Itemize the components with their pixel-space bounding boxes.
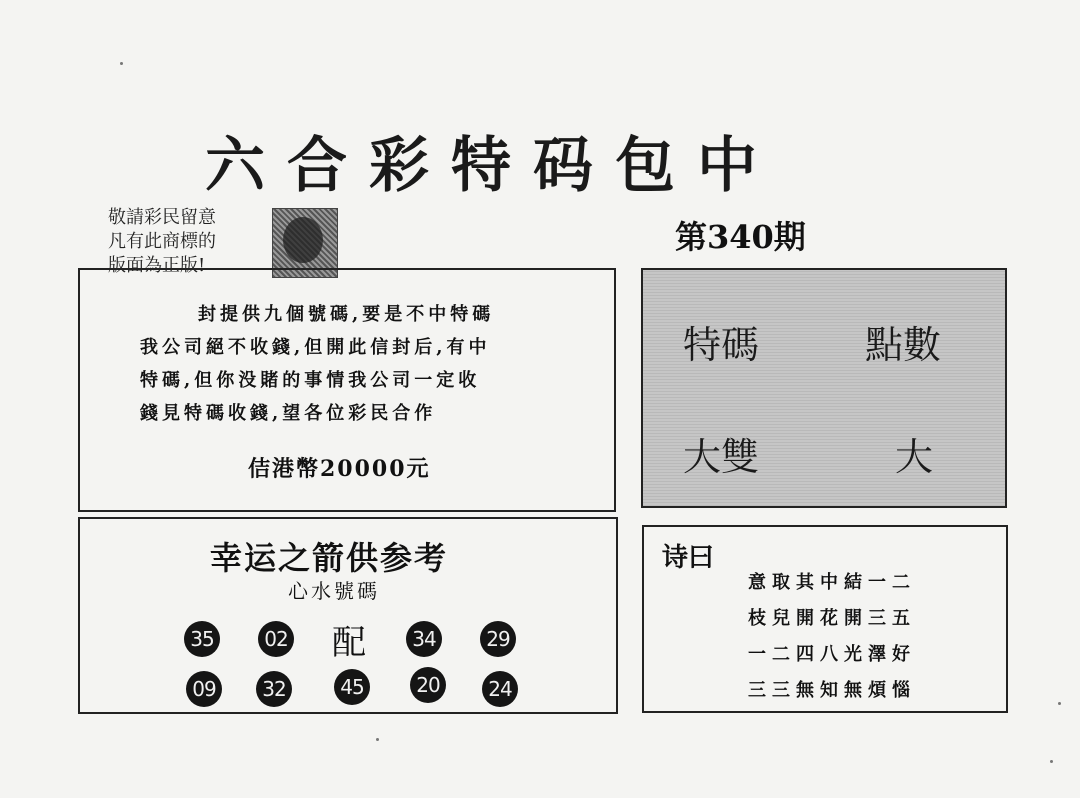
number-ball: 34 <box>406 621 442 657</box>
special-code-panel <box>641 268 1007 508</box>
guarantee-line: 特碼,但你没賭的事情我公司一定收 <box>140 370 481 391</box>
poem-box <box>642 525 1008 713</box>
lucky-subheading: 心水號碼 <box>288 579 380 603</box>
number-ball: 02 <box>258 621 294 657</box>
dragon-emblem-icon <box>283 217 323 263</box>
number-ball: 29 <box>480 621 516 657</box>
special-code-label: 特碼 <box>683 323 760 367</box>
guarantee-amount: 佶港幣20000元 <box>248 456 431 482</box>
points-value: 大 <box>895 435 934 479</box>
poem-body <box>748 565 916 709</box>
number-ball: 45 <box>334 669 370 705</box>
scan-speck <box>1050 760 1053 763</box>
poem-line: 枝兒開花開三五 <box>748 608 916 629</box>
guarantee-line: 封提供九個號碼,要是不中特碼 <box>198 304 495 325</box>
special-code-value: 大雙 <box>683 435 760 479</box>
poem-line: 三三無知無煩惱 <box>748 680 916 701</box>
scan-speck <box>376 738 379 741</box>
poem-line: 意取其中結一二 <box>748 572 916 593</box>
page-title: 六合彩特码包中 <box>205 131 779 201</box>
lucky-numbers-box <box>78 517 618 714</box>
notice-line: 敬請彩民留意 <box>108 207 216 228</box>
points-label: 點數 <box>865 323 942 367</box>
notice-line: 版面為正版! <box>108 255 206 276</box>
scan-speck <box>120 62 123 65</box>
poem-title: 诗曰 <box>662 543 715 573</box>
number-ball: 35 <box>184 621 220 657</box>
number-ball: 09 <box>186 671 222 707</box>
lucky-heading: 幸运之箭供参考 <box>210 539 449 577</box>
connector-char: 配 <box>332 623 366 663</box>
scan-speck <box>1058 702 1061 705</box>
number-ball: 24 <box>482 671 518 707</box>
number-ball: 32 <box>256 671 292 707</box>
guarantee-line: 錢見特碼收錢,望各位彩民合作 <box>140 403 437 424</box>
guarantee-text <box>140 298 590 430</box>
poem-line: 一二四八光澤好 <box>748 644 916 665</box>
notice-line: 凡有此商標的 <box>108 231 216 252</box>
guarantee-line: 我公司絕不收錢,但開此信封后,有中 <box>140 337 491 358</box>
number-ball: 20 <box>410 667 446 703</box>
guarantee-box <box>78 268 616 512</box>
issue-number: 第340期 <box>675 218 806 256</box>
